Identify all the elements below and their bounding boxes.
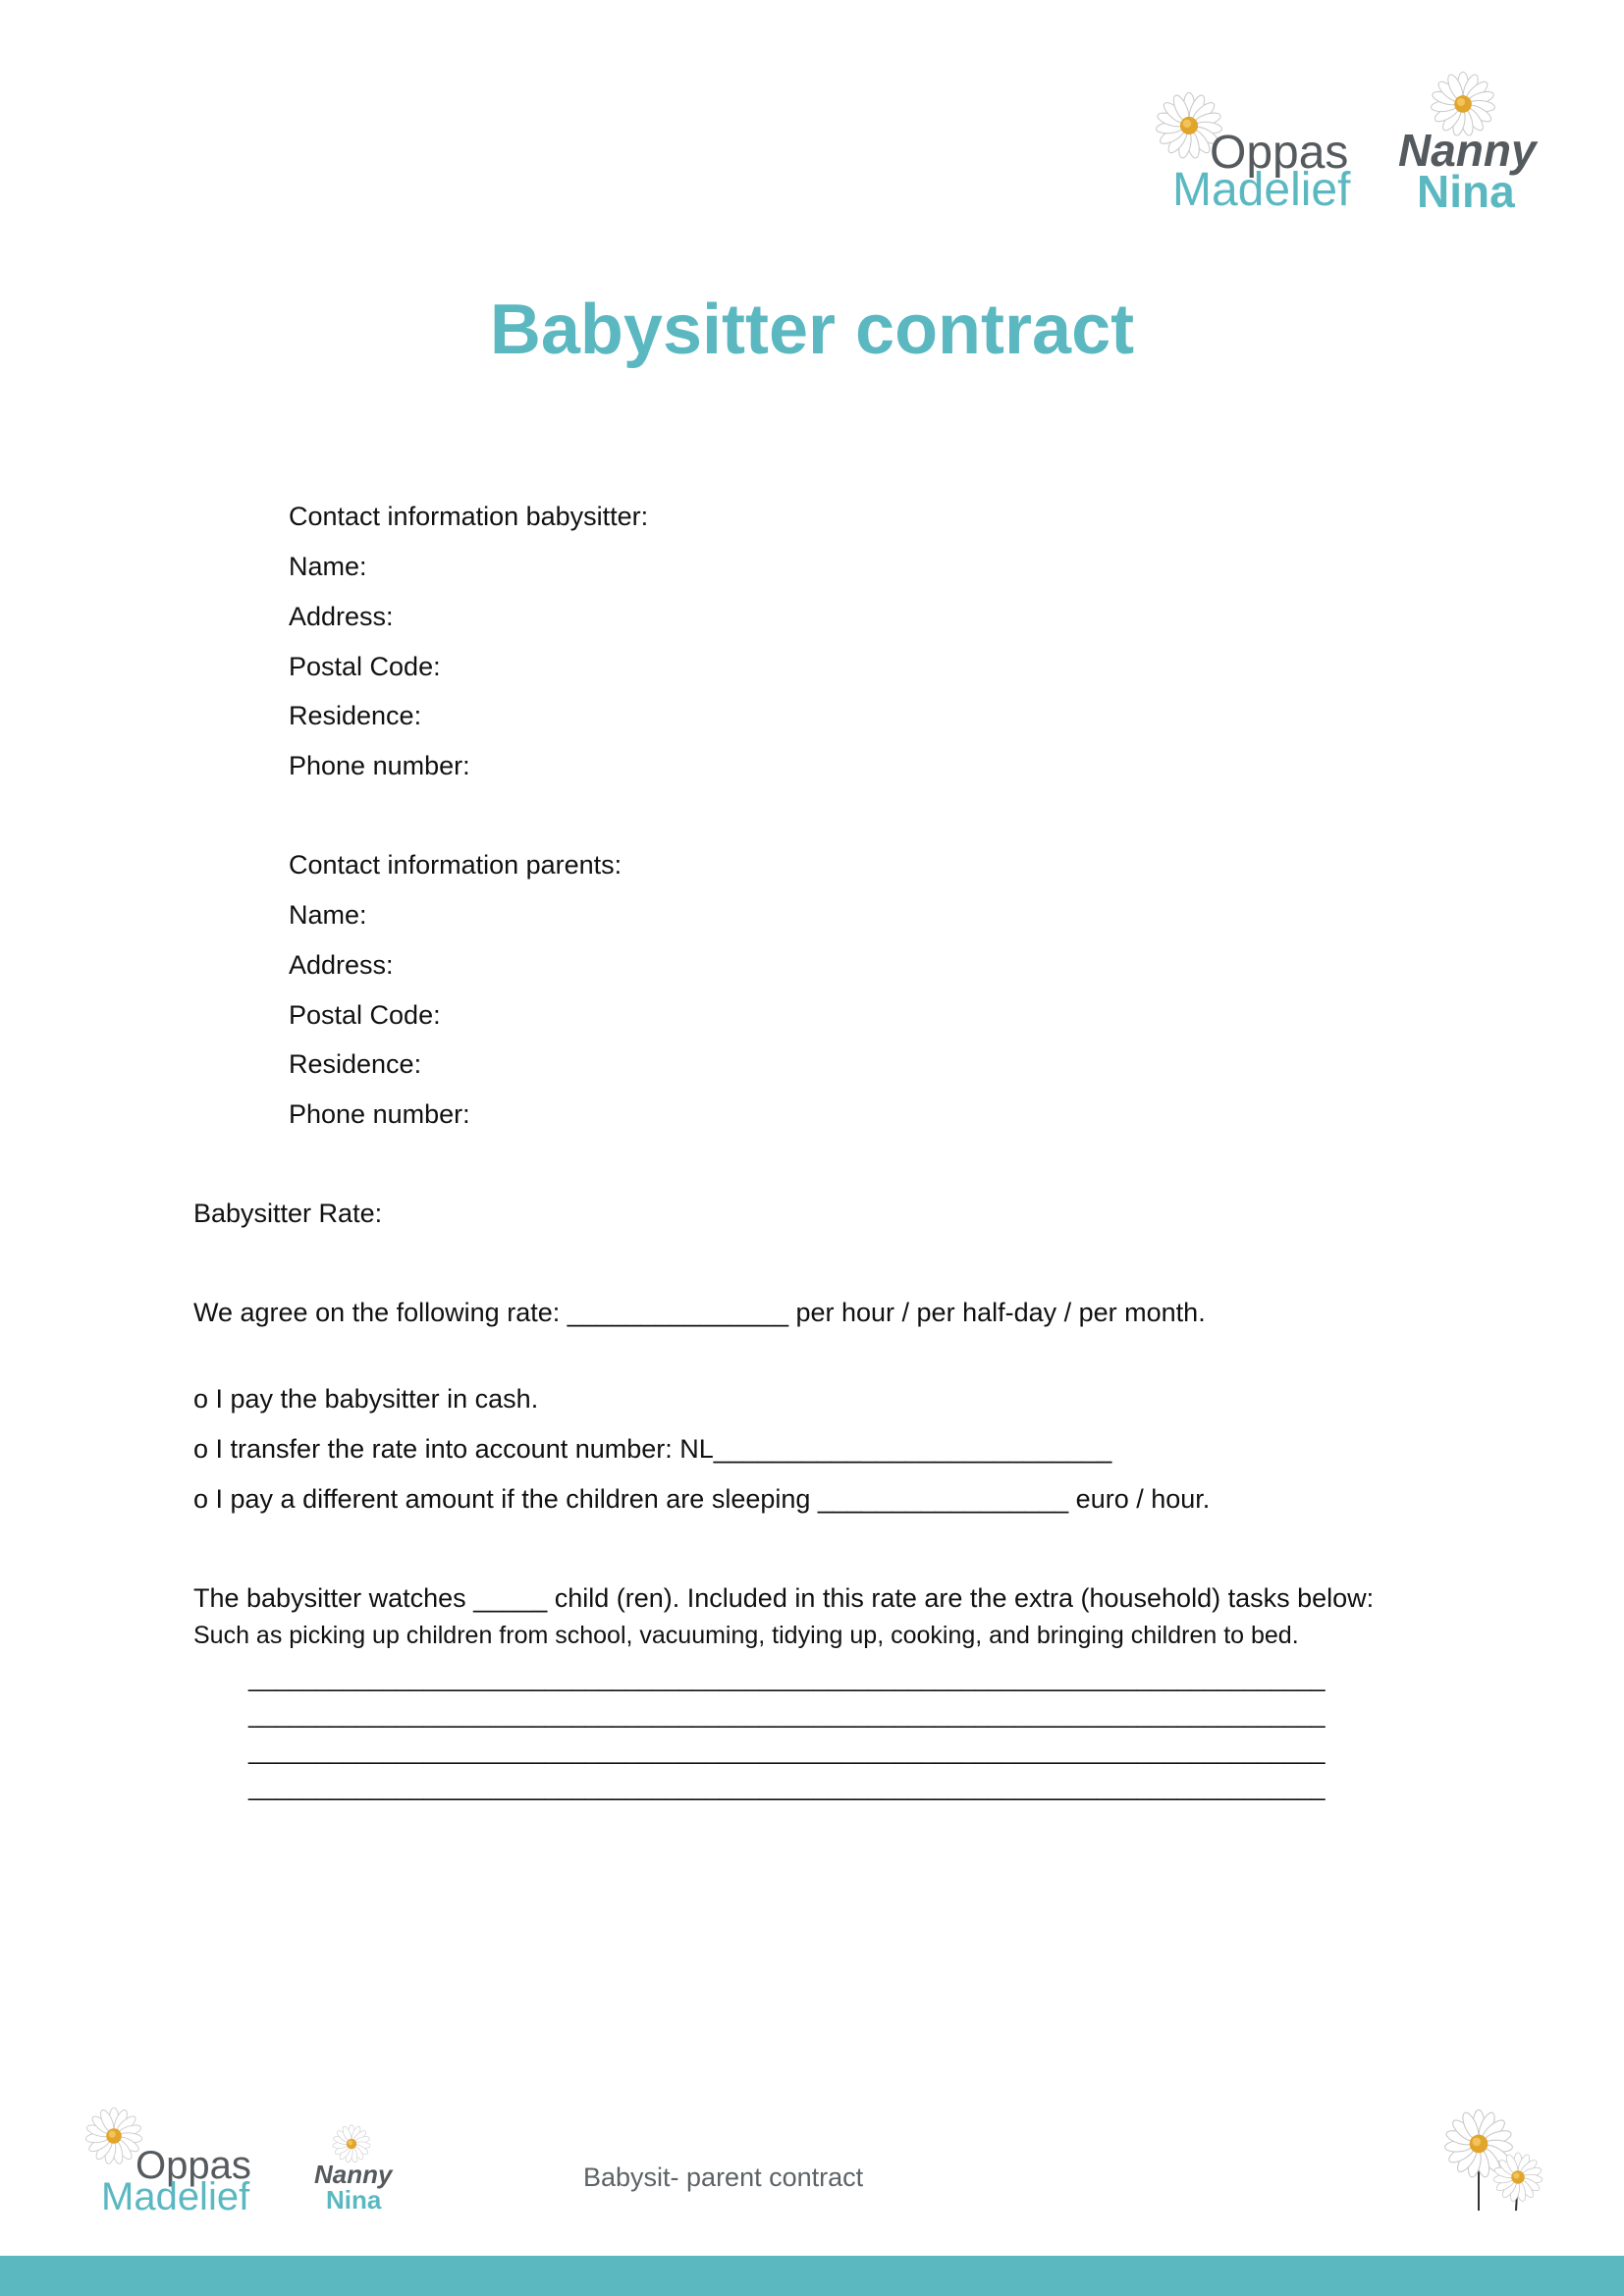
rate-agreement: We agree on the following rate: _______________ per hour / per half-day / per month. xyxy=(193,1298,1206,1327)
babysitter-contact-heading: Contact information babysitter: xyxy=(289,502,649,531)
babysitter-phone-label: Phone number: xyxy=(289,751,470,780)
task-blank-line: ________________________________________________________________________________ xyxy=(248,1665,1326,1692)
page-title: Babysitter contract xyxy=(489,291,1135,369)
footer-text: Babysit- parent contract xyxy=(583,2163,864,2192)
babysitter-name-label: Name: xyxy=(289,552,367,581)
task-blank-line: ________________________________________________________________________________ xyxy=(248,1737,1326,1765)
babysitter-postal-code-label: Postal Code: xyxy=(289,652,441,681)
daisy-icon xyxy=(332,2124,371,2163)
footer-oppas-logo-bottom: Madelief xyxy=(101,2175,250,2218)
footer-nanny-logo-top: Nanny xyxy=(314,2160,393,2189)
payment-option-cash: o I pay the babysitter in cash. xyxy=(193,1384,539,1414)
babysitter-address-label: Address: xyxy=(289,602,394,631)
payment-option-transfer: o I transfer the rate into account number: NL___________________________ xyxy=(193,1434,1112,1464)
children-watched-text: The babysitter watches _____ child (ren). Included in this rate are the extra (household) tasks below: xyxy=(193,1583,1375,1613)
parents-contact-heading: Contact information parents: xyxy=(289,850,623,880)
flower-decoration-icon xyxy=(1439,2103,1547,2213)
task-blank-line: ________________________________________________________________________________ xyxy=(248,1701,1326,1729)
footer-nanny-logo-bottom: Nina xyxy=(326,2185,382,2215)
footer-oppas-logo-top: Oppas xyxy=(135,2144,251,2187)
parents-postal-code-label: Postal Code: xyxy=(289,1000,441,1030)
rate-heading: Babysitter Rate: xyxy=(193,1199,383,1228)
parents-phone-label: Phone number: xyxy=(289,1099,470,1129)
oppas-logo-bottom: Madelief xyxy=(1172,164,1351,216)
nanny-logo-top: Nanny xyxy=(1398,125,1537,176)
task-examples-text: Such as picking up children from school, vacuuming, tidying up, cooking, and bringing children to bed. xyxy=(193,1622,1299,1649)
daisy-icon xyxy=(84,2107,143,2165)
parents-name-label: Name: xyxy=(289,900,367,930)
payment-option-sleeping: o I pay a different amount if the children are sleeping _________________ euro / hour. xyxy=(193,1484,1211,1514)
task-blank-line: ________________________________________________________________________________ xyxy=(248,1774,1326,1801)
parents-residence-label: Residence: xyxy=(289,1049,422,1079)
babysitter-residence-label: Residence: xyxy=(289,701,422,730)
oppas-logo-top: Oppas xyxy=(1210,127,1349,179)
footer-accent-bar xyxy=(0,2256,1624,2296)
nanny-logo-bottom: Nina xyxy=(1417,166,1515,217)
parents-address-label: Address: xyxy=(289,950,394,980)
